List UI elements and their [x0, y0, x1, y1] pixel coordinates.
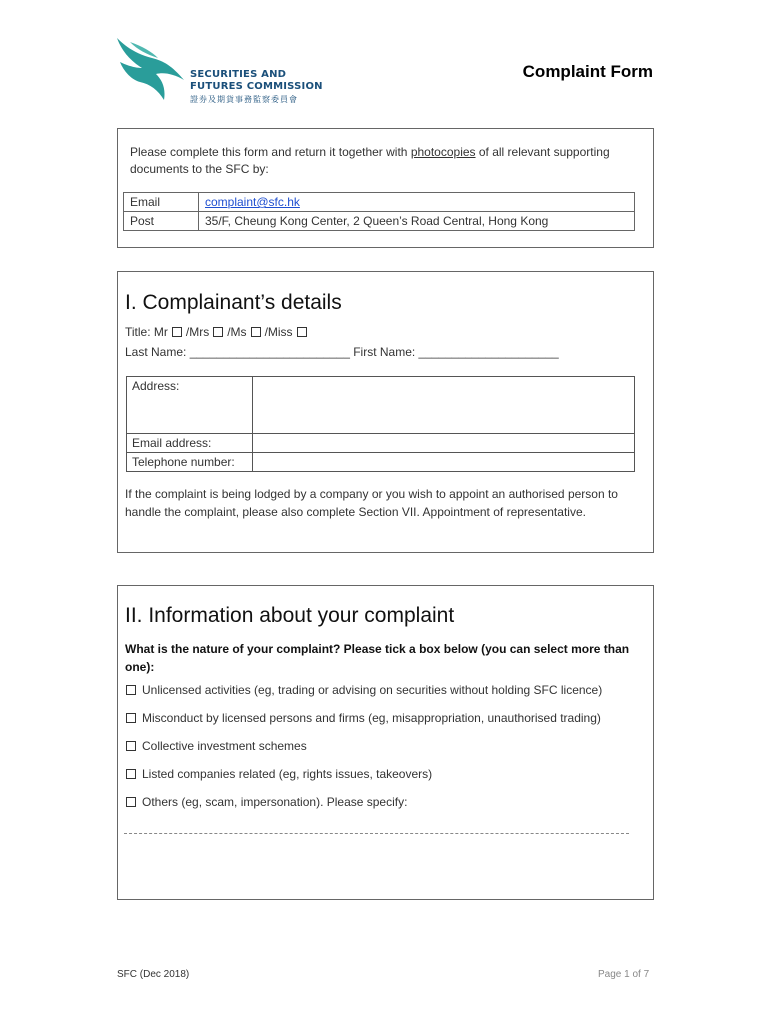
intro-text-before: Please complete this form and return it together with: [130, 145, 411, 159]
option-collective-schemes[interactable]: [126, 739, 307, 753]
contact-value-email: [199, 193, 635, 212]
option-label: Unlicensed activities (eg, trading or advising on securities without holding SFC licence): [142, 683, 603, 697]
contact-table: [123, 192, 635, 231]
title-selector: [125, 325, 311, 339]
checkbox-unlicensed[interactable]: [126, 685, 136, 695]
checkbox-mr[interactable]: [172, 327, 182, 337]
checkbox-mrs[interactable]: [213, 327, 223, 337]
nature-question: What is the nature of your complaint? Please tick a box below (you can select more than one):: [125, 642, 630, 674]
others-specify-line[interactable]: [124, 833, 629, 834]
section1-title: I. Complainant’s details: [125, 291, 342, 314]
telephone-label: Telephone number:: [127, 453, 253, 472]
checkbox-ms[interactable]: [251, 327, 261, 337]
address-label: Address:: [127, 377, 253, 434]
eagle-logo-icon: [112, 36, 192, 106]
table-row: [124, 212, 635, 231]
title-mrs-label: /Mrs: [185, 325, 210, 339]
contact-label-post: Post: [124, 212, 199, 231]
option-unlicensed[interactable]: [126, 683, 602, 697]
title-mr-label: Title: Mr: [125, 325, 168, 339]
option-misconduct[interactable]: [126, 711, 601, 725]
title-ms-label: /Ms: [227, 325, 247, 339]
table-row: [127, 377, 635, 434]
table-row: [124, 193, 635, 212]
address-field[interactable]: [253, 377, 635, 434]
section2-title: II. Information about your complaint: [125, 604, 455, 627]
table-row: [127, 453, 635, 472]
email-address-label: Email address:: [127, 434, 253, 453]
telephone-field[interactable]: [253, 453, 635, 472]
option-others[interactable]: [126, 795, 407, 809]
checkbox-listed-companies[interactable]: [126, 769, 136, 779]
org-name-cn: 證券及期貨事務監察委員會: [190, 95, 298, 104]
email-link[interactable]: complaint@sfc.hk: [205, 195, 300, 209]
email-address-field[interactable]: [253, 434, 635, 453]
intro-text-after: of all relevant supporting documents to the SFC by:: [130, 145, 610, 176]
section-complainant-details: [117, 271, 654, 553]
name-line[interactable]: Last Name: ________________________ First Name: _____________________: [125, 345, 559, 359]
org-name: [190, 69, 323, 93]
page-number: Page 1 of 7: [598, 969, 650, 980]
representative-note: If the complaint is being lodged by a company or you wish to appoint an authorised person to handle the complaint, please also complete Section VII. Appointment of representative.: [125, 487, 618, 519]
option-label: Others (eg, scam, impersonation). Please specify:: [142, 795, 408, 809]
footer-edition: SFC (Dec 2018): [117, 969, 190, 980]
checkbox-others[interactable]: [126, 797, 136, 807]
table-row: [127, 434, 635, 453]
org-name-line1: SECURITIES AND: [190, 69, 287, 80]
intro-underlined: photocopies: [410, 145, 476, 159]
contact-details-table: [126, 376, 635, 472]
intro-text: [130, 144, 640, 178]
sfc-logo: [112, 36, 332, 106]
intro-box: [117, 128, 654, 248]
contact-value-post: 35/F, Cheung Kong Center, 2 Queen’s Road Central, Hong Kong: [199, 212, 635, 231]
checkbox-miss[interactable]: [297, 327, 307, 337]
option-listed-companies[interactable]: [126, 767, 432, 781]
option-label: Misconduct by licensed persons and firms (eg, misappropriation, unauthorised trading): [142, 711, 601, 725]
checkbox-collective-schemes[interactable]: [126, 741, 136, 751]
section-complaint-information: [117, 585, 654, 900]
checkbox-misconduct[interactable]: [126, 713, 136, 723]
contact-label-email: Email: [124, 193, 199, 212]
option-label: Listed companies related (eg, rights issues, takeovers): [142, 767, 433, 781]
option-label: Collective investment schemes: [142, 739, 307, 753]
page-title: Complaint Form: [522, 62, 653, 81]
title-miss-label: /Miss: [264, 325, 293, 339]
org-name-line2: FUTURES COMMISSION: [190, 81, 323, 92]
